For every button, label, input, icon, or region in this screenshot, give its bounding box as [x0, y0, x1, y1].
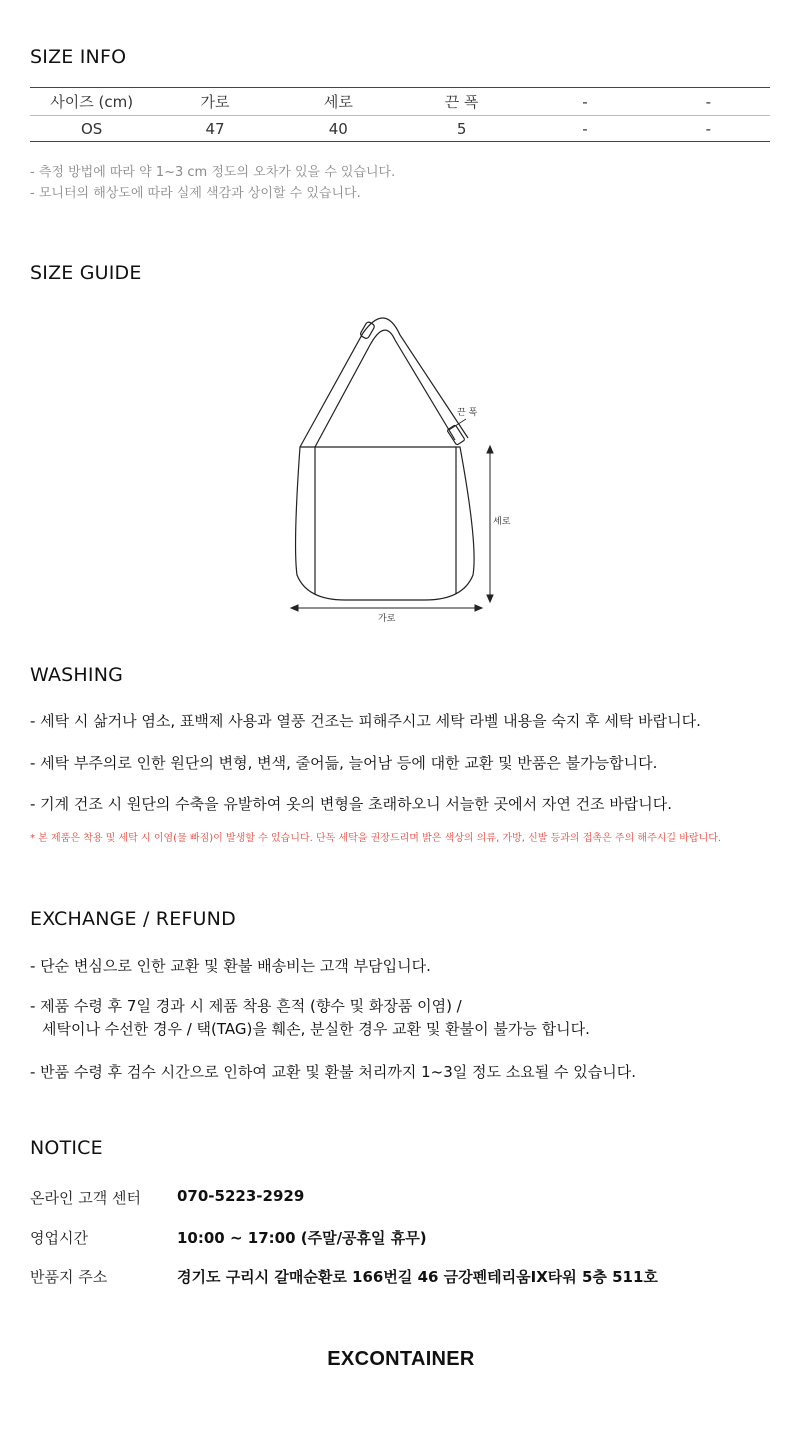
- color-bleed-warning: * 본 제품은 착용 및 세탁 시 이염(물 빠짐)이 발생할 수 있습니다. 단독 세탁을 권장드리며 밝은 색상의 의류, 가방, 신발 등과의 접촉은 주의 해주시길 바랍니다.: [30, 833, 722, 844]
- size-cell: 40: [328, 119, 348, 138]
- height-label: 세로: [493, 517, 511, 527]
- size-table-header-row: [30, 88, 770, 116]
- height-arrow-bottom: [487, 595, 493, 602]
- exchange-line: - 반품 수령 후 검수 시간으로 인하여 교환 및 환불 처리까지 1~3일 정도 소요될 수 있습니다.: [30, 1063, 637, 1081]
- washing-line: - 기계 건조 시 원단의 수축을 유발하여 옷의 변형을 초래하오니 서늘한 곳에서 자연 건조 바랍니다.: [30, 795, 673, 813]
- measurement-note: - 측정 방법에 따라 약 1~3 cm 정도의 오차가 있을 수 있습니다.: [30, 165, 396, 180]
- size-table: [30, 87, 770, 142]
- notice-title: NOTICE: [30, 1137, 103, 1159]
- bag-size-diagram: [285, 300, 515, 630]
- size-header-cell: 가로: [200, 93, 230, 111]
- strap-buckle: [360, 321, 376, 339]
- washing-line: - 세탁 시 삶거나 염소, 표백제 사용과 열풍 건조는 피해주시고 세탁 라벨 내용을 숙지 후 세탁 바랍니다.: [30, 712, 701, 730]
- bag-strap-inner: [315, 330, 455, 447]
- notice-value-hours: 10:00 ~ 17:00 (주말/공휴일 휴무): [177, 1229, 427, 1247]
- exchange-line: - 단순 변심으로 인한 교환 및 환불 배송비는 고객 부담입니다.: [30, 957, 431, 975]
- brand-logo: EXCONTAINER: [327, 1348, 475, 1370]
- strap-adjuster: [447, 425, 465, 446]
- size-cell: OS: [81, 119, 103, 138]
- size-cell: -: [705, 119, 712, 138]
- size-cell: -: [582, 119, 588, 138]
- size-guide-title: SIZE GUIDE: [30, 262, 142, 284]
- height-arrow-top: [487, 446, 493, 453]
- size-header-cell: 세로: [323, 93, 353, 111]
- size-header-cell: 끈 폭: [444, 93, 479, 111]
- size-header-cell: -: [582, 92, 588, 111]
- size-header-cell: -: [705, 92, 712, 111]
- width-arrow-right: [475, 605, 482, 611]
- notice-label-hours: 영업시간: [30, 1229, 88, 1247]
- color-note: - 모니터의 해상도에 따라 실제 색감과 상이할 수 있습니다.: [30, 186, 361, 201]
- width-label: 가로: [378, 614, 396, 624]
- width-arrow-left: [291, 605, 298, 611]
- size-cell: 5: [456, 119, 467, 138]
- bag-body: [296, 447, 475, 600]
- size-cell: 47: [205, 119, 225, 138]
- size-info-title: SIZE INFO: [30, 46, 127, 68]
- notice-value-address: 경기도 구리시 갈매순환로 166번길 46 금강펜테리움IX타워 5층 511호: [177, 1268, 658, 1286]
- washing-line: - 세탁 부주의로 인한 원단의 변형, 변색, 줄어듦, 늘어남 등에 대한 교환 및 반품은 불가능합니다.: [30, 754, 658, 772]
- notice-label-return-address: 반품지 주소: [30, 1268, 108, 1286]
- exchange-line: 세탁이나 수선한 경우 / 택(TAG)을 훼손, 분실한 경우 교환 및 환불이 불가능 합니다.: [42, 1020, 590, 1038]
- notice-label-customer-center: 온라인 고객 센터: [30, 1189, 141, 1207]
- exchange-line: - 제품 수령 후 7일 경과 시 제품 착용 흔적 (향수 및 화장품 이염) /: [30, 997, 462, 1015]
- table-row: [30, 116, 770, 142]
- exchange-title: EXCHANGE / REFUND: [30, 908, 236, 930]
- strap-width-label: 끈 폭: [457, 408, 478, 418]
- size-header-cell: 사이즈 (cm): [50, 93, 134, 111]
- notice-value-phone: 070-5223-2929: [177, 1187, 305, 1205]
- washing-title: WASHING: [30, 664, 124, 686]
